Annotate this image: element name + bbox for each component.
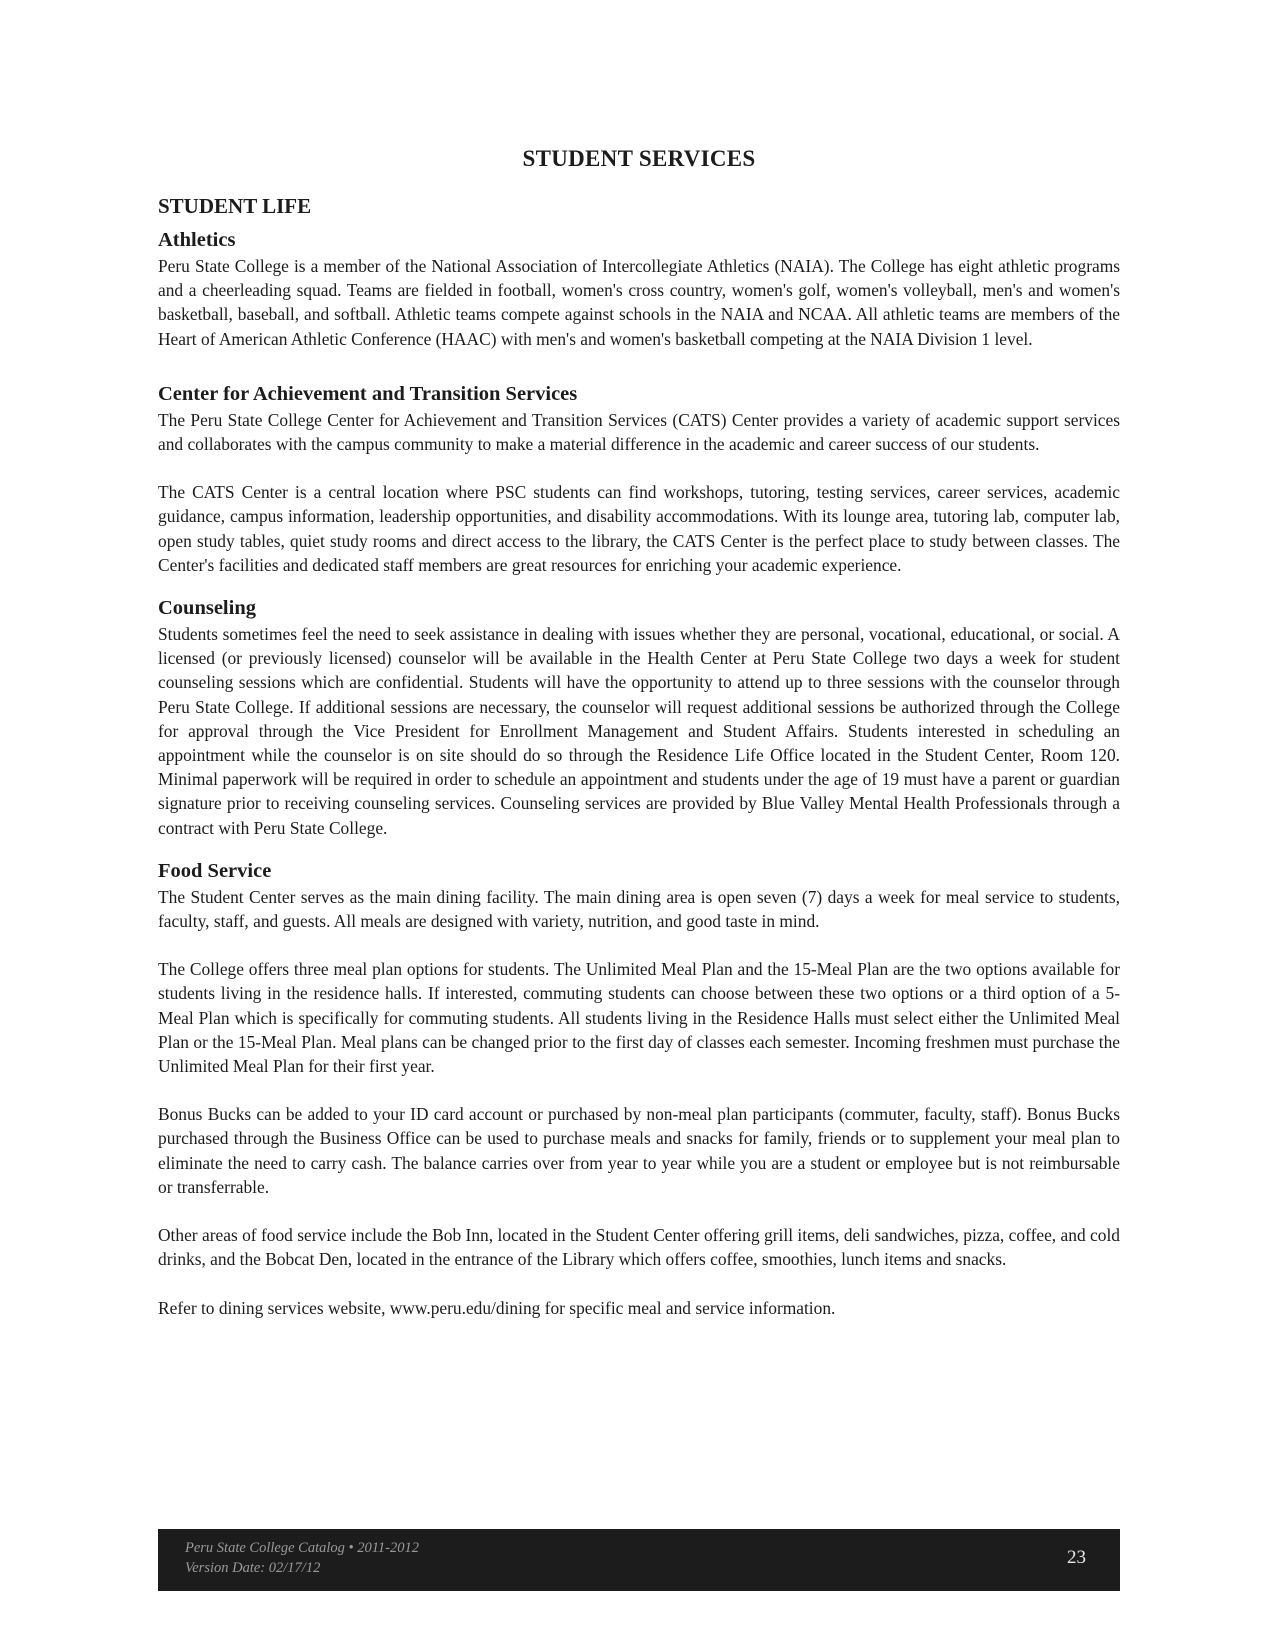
counseling-paragraph: Students sometimes feel the need to seek assistance in dealing with issues whether they are personal, vocational, educational, or social. A licensed (or previously licensed) counselor will be available in the Health Center at Peru State College two days a week for student counseling sessions which are confidential. Students will have the opportunity to attend up to three sessions with the counselor through Peru State College. If additional sessions are necessary, the counselor will request additional sessions be authorized through the College for approval through the Vice President for Enrollment Management and Student Affairs. Students interested in scheduling an appointment while the counselor is on site should do so through the Residence Life Office located in the Student Center, Room 120. Minimal paperwork will be required in order to schedule an appointment and students under the age of 19 must have a parent or guardian signature prior to receiving counseling services. Counseling services are provided by Blue Valley Mental Health Professionals through a contract with Peru State College.: [158, 624, 1120, 838]
food-paragraph-5: Refer to dining services website, www.peru.edu/dining for specific meal and service information.: [158, 1297, 836, 1318]
section-heading: STUDENT LIFE: [158, 194, 312, 218]
food-service-heading: Food Service: [158, 859, 272, 882]
athletics-paragraph: Peru State College is a member of the National Association of Intercollegiate Athletics (NAIA). The College has eight athletic programs and a cheerleading squad. Teams are fielded in football, women's cross country, women's golf, women's volleyball, men's and women's basketball, baseball, and softball. Athletic teams compete against schools in the NAIA and NCAA. All athletic teams are members of the Heart of American Athletic Conference (HAAC) with men's and women's basketball competing at the NAIA Division 1 level.: [158, 256, 1120, 349]
cats-paragraph-1: The Peru State College Center for Achievement and Transition Services (CATS) Center provides a variety of academic support services and collaborates with the campus community to make a material difference in the academic and career success of our students.: [158, 409, 1120, 455]
cats-paragraph-2: The CATS Center is a central location where PSC students can find workshops, tutoring, testing services, career services, academic guidance, campus information, leadership opportunities, and disability accommodations. With its lounge area, tutoring lab, computer lab, open study tables, quiet study rooms and direct access to the library, the CATS Center is the perfect place to study between classes. The Center's facilities and dedicated staff members are great resources for enriching your academic experience.: [158, 482, 1120, 575]
catalog-page: [158, 138, 1120, 1320]
page-number: 23: [1067, 1547, 1086, 1568]
version-date: Version Date: 02/17/12: [185, 1560, 321, 1576]
page-title: STUDENT SERVICES: [522, 146, 756, 171]
counseling-heading: Counseling: [158, 597, 256, 620]
page-footer: [158, 1529, 1120, 1591]
food-paragraph-4: Other areas of food service include the Bob Inn, located in the Student Center offering grill items, deli sandwiches, pizza, coffee, and cold drinks, and the Bobcat Den, located in the entrance of the Library which offers coffee, smoothies, lunch items and snacks.: [158, 1225, 1120, 1270]
food-paragraph-2: The College offers three meal plan options for students. The Unlimited Meal Plan and the 15-Meal Plan are the two options available for students living in the residence halls. If interested, commuting students can choose between these two options or a third option of a 5-Meal Plan which is specifically for commuting students. All students living in the Residence Halls must select either the Unlimited Meal Plan or the 15-Meal Plan. Meal plans can be changed prior to the first day of classes each semester. Incoming freshmen must purchase the Unlimited Meal Plan for their first year.: [158, 959, 1120, 1077]
catalog-title: Peru State College Catalog • 2011-2012: [185, 1540, 419, 1556]
food-paragraph-1: The Student Center serves as the main dining facility. The main dining area is open seven (7) days a week for meal service to students, faculty, staff, and guests. All meals are designed with variety, nutrition, and good taste in mind.: [158, 886, 1120, 932]
cats-heading: Center for Achievement and Transition Services: [158, 382, 578, 405]
athletics-heading: Athletics: [158, 229, 236, 251]
food-paragraph-3: Bonus Bucks can be added to your ID card account or purchased by non-meal plan participants (commuter, faculty, staff). Bonus Bucks purchased through the Business Office can be used to purchase meals and snacks for family, friends or to supplement your meal plan to eliminate the need to carry cash. The balance carries over from year to year while you are a student or employee but is not reimbursable or transferrable.: [158, 1104, 1120, 1197]
